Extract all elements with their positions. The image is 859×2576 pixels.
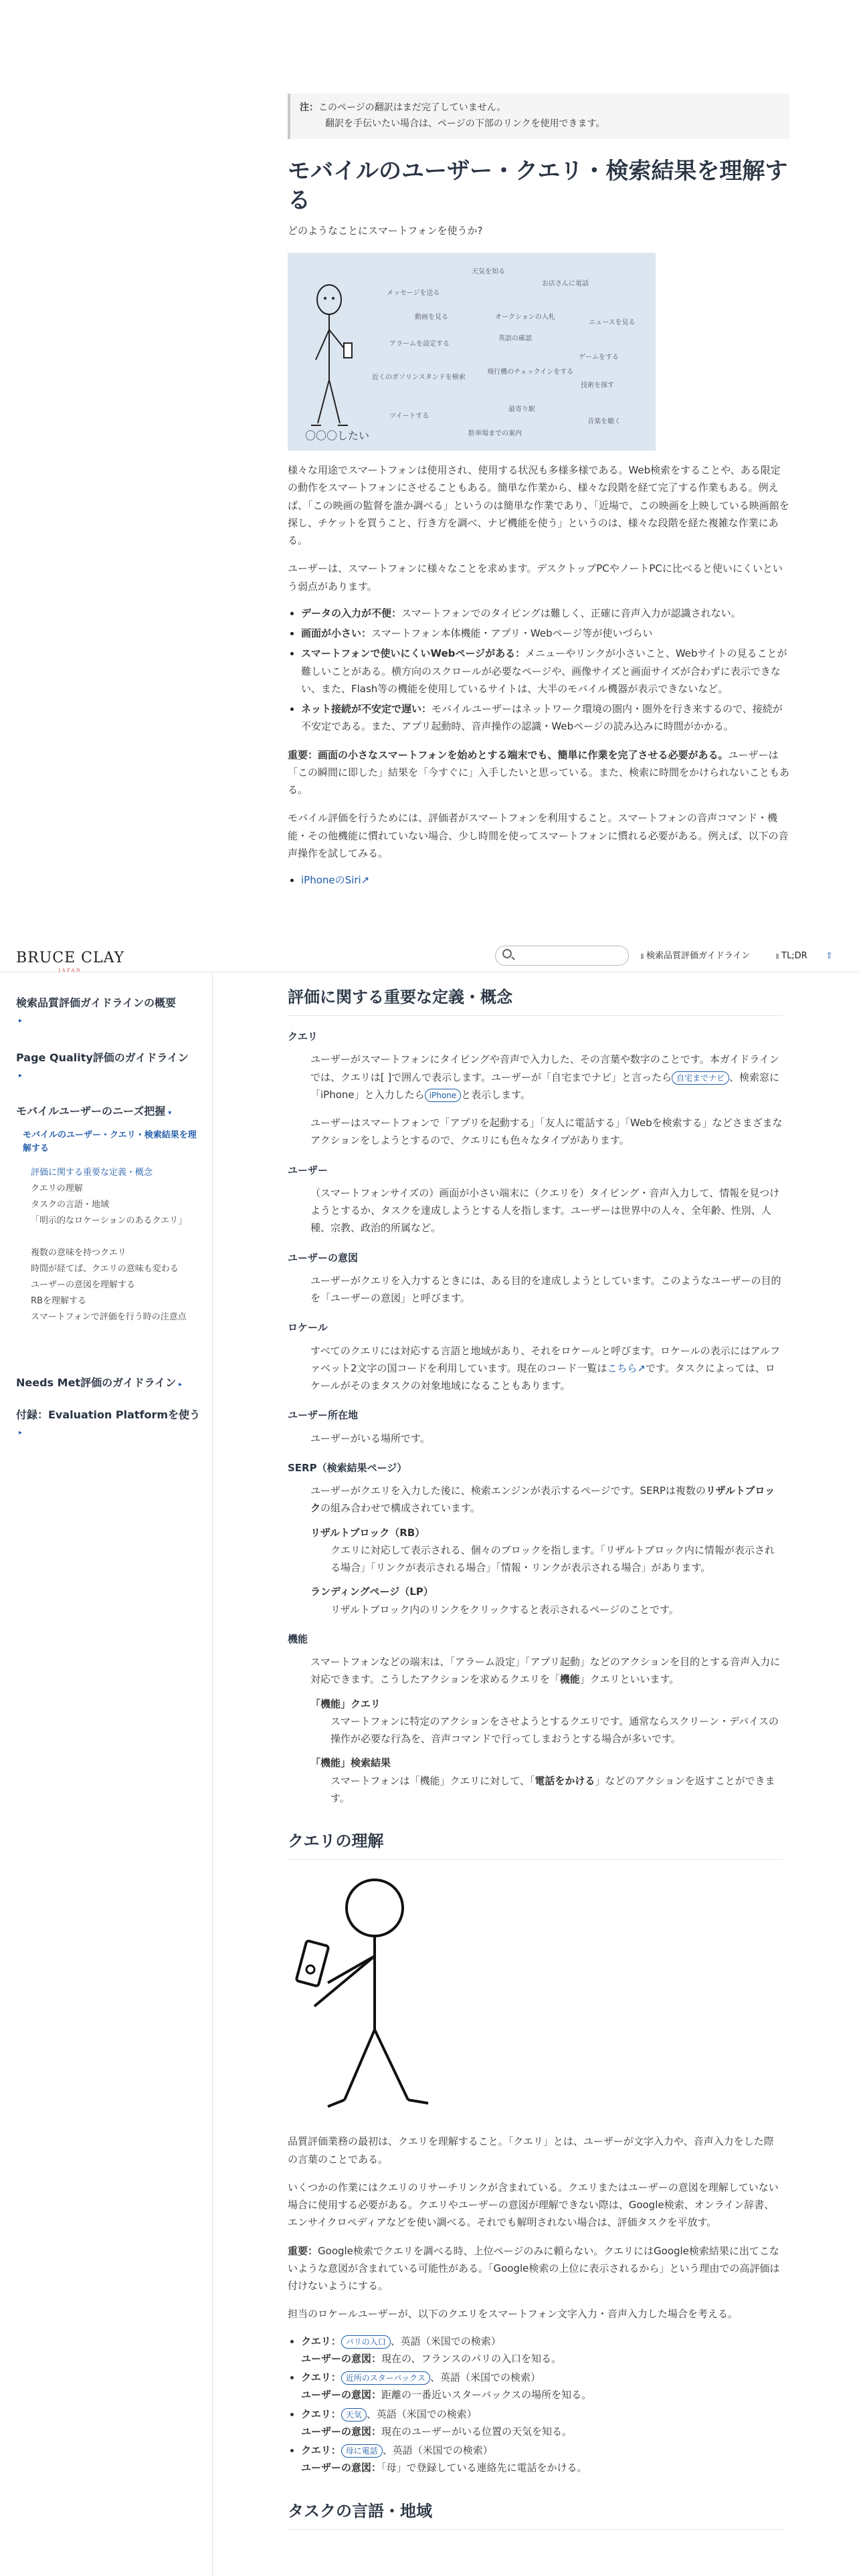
- sidebar-section-overview[interactable]: 検索品質評価ガイドラインの概要 ▸: [16, 996, 177, 1025]
- sidebar-item-multiple-meanings[interactable]: 複数の意味を持つクエリ: [31, 1248, 126, 1258]
- list-item: • ネット接続が不安定で遅い：モバイルユーザーはネットワーク環境の圏内・圏外を行き来するので、接続が不安定である。また、アプリ起動時、音声操作の認識・Webページの読み込みに時間がかかる。: [301, 700, 789, 736]
- term-intent: ユーザーの意図: [288, 1251, 359, 1264]
- sidebar-item-mobile-queries[interactable]: モバイルのユーザー・クエリ・検索結果を理解する: [23, 1130, 197, 1154]
- sidebar-item-smartphone-notes[interactable]: スマートフォンで評価を行う時の注意点: [31, 1312, 187, 1322]
- site-logo[interactable]: BRUCE CLAY JAPAN: [16, 950, 125, 973]
- query-example-list: [288, 2333, 783, 2477]
- intro-paragraph: ユーザーは、スマートフォンに様々なことを求めます。デスクトップPCやノートPCに比べると使いにくいという弱点があります。: [288, 562, 783, 593]
- intro-paragraph: 様々な用途でスマートフォンは使用され、使用する状況も多様多様である。Web検索をすることや、ある限定の動作をスマートフォンにさせることもある。簡単な作業から、様々な段階を経て完了する作業もある。例えば、「この映画の監督を誰か調べる」というのは簡単な作業であり、「近場で、この映画を上映している映画館を探し、チケットを買うこと、行き方を調べ、ナビ機能を使う」というのは、様々な段階を経た複雑な作業にある。: [288, 464, 789, 547]
- search-input[interactable]: [495, 946, 629, 966]
- query-pill: 天気: [341, 2408, 367, 2422]
- sidebar-item-time-changes[interactable]: 時間が経てば、クエリの意味も変わる: [31, 1264, 179, 1274]
- illus-tag: お店さんに電話: [542, 280, 589, 288]
- query-pill: 近所のスターバックス: [341, 2371, 430, 2385]
- term-user: ユーザー: [288, 1164, 328, 1176]
- illus-tag: ゲームをする: [579, 354, 619, 362]
- note-label: 注：: [300, 102, 318, 113]
- important-paragraph: 重要：画面の小さなスマートフォンを始めとする端末でも、簡単に作業を完了させる必要がある。ユーザーは「この瞬間に即した」結果を「今すぐに」入手したいと思っている。また、検索に時間をかけられないこともある。: [288, 748, 790, 796]
- definition-rb: クエリに対応して表示される、個々のブロックを指します。「リザルトブロック内に情報が表示される場合」「リンクが表示される場合」「情報・リンクが表示される場合」があります。: [330, 1543, 775, 1574]
- definition-user-location: ユーザーがいる場所です。: [310, 1432, 430, 1444]
- definition-function: スマートフォンなどの端末は、「アラーム設定」「アプリ起動」などのアクションを目的とする音声入力に対応できます。こうしたアクションを求めるクエリを「機能」クエリといいます。: [310, 1656, 781, 1686]
- illus-tag: ツイートする: [389, 413, 430, 421]
- illus-tag: 英語の確認: [498, 335, 532, 343]
- list-item: • クエリ： パリの入口 、英語（米国での検索） ユーザーの意図：現在の、フランスのパリの入口を知る。: [301, 2333, 783, 2368]
- sidebar-item-rb[interactable]: RBを理解する: [31, 1296, 86, 1306]
- nav-tldr[interactable]: TL;DR: [776, 949, 807, 964]
- list-item: • クエリ： 母に電話 、英語（米国での検索） ユーザーの意図：「母」で登録している連絡先に電話をかける。: [301, 2442, 783, 2477]
- nav-guidelines[interactable]: 検索品質評価ガイドライン: [641, 949, 750, 964]
- translation-note: [288, 94, 789, 139]
- list-item: • スマートフォンで使いにくいWebページがある：メニューやリンクが小さいこと、Webサイトの見ることが難しいことがある。横方向のスクロールが必要なページや、画像サイズと画面サイズが合わずに表示できない、また、Flash等の機能を使用しているサイトは、大半のモバイル機器が表示できないなど。: [301, 645, 789, 697]
- sidebar-item-locale[interactable]: タスクの言語・地域: [31, 1200, 110, 1210]
- function-subdefinitions: [288, 1695, 783, 1808]
- sidebar-item-definitions[interactable]: 評価に関する重要な定義・概念: [31, 1168, 153, 1178]
- term-locale: ロケール: [288, 1321, 328, 1334]
- page-title: モバイルのユーザー・クエリ・検索結果を理解する: [288, 157, 788, 214]
- term-serp: SERP（検索結果ページ）: [288, 1461, 407, 1474]
- chevron-down-icon: ▾: [168, 1109, 172, 1117]
- illus-tag: ニュースを見る: [589, 319, 636, 327]
- illus-tag: 動画を見る: [415, 314, 448, 322]
- chevron-right-icon: ▸: [19, 1072, 23, 1079]
- menu-marker-icon: [776, 954, 779, 959]
- illus-tag: 天気を知る: [472, 268, 505, 276]
- main-content: [288, 983, 783, 2530]
- definition-lp: リザルトブロック内のリンクをクリックすると表示されるページのことです。: [330, 1603, 679, 1616]
- intro-paragraph: モバイル評価を行うためには、評価者がスマートフォンを利用すること。スマートフォンの音声コマンド・機能・その他機能に慣れていない場合、少し時間を使ってスマートフォンに慣れる必要がある。例えば、以下の音声操作を試してみる。: [288, 812, 789, 859]
- definition-function-query: スマートフォンに特定のアクションをさせようとするクエリです。通常ならスクリーン・デバイスの操作が必要な行為を、音声コマンドで行ってしまおうとする場合が多いです。: [330, 1715, 779, 1745]
- external-link-icon: ↗: [361, 874, 370, 887]
- term-function-query: 「機能」クエリ: [310, 1697, 381, 1710]
- sidebar: [0, 972, 213, 2576]
- query-pill: iPhone: [425, 1089, 462, 1102]
- chevron-right-icon: ▸: [179, 1381, 183, 1388]
- site-header: [0, 939, 859, 972]
- body-paragraph: いくつかの作業にはクエリのリサーチリンクが含まれている。クエリまたはユーザーの意図を理解していない場合に使用する必要がある。クエリやユーザーの意図が理解できない際は、Google検索、オンライン辞書、エンサイクロペディアなどを使い調べる。それでも解明されない場合は、評価タスクを平放す。: [288, 2181, 779, 2229]
- illus-tag: 駐車場までの案内: [468, 430, 522, 438]
- sidebar-item-explicit-location[interactable]: 「明示的なロケーションのあるクエリ」: [31, 1216, 187, 1226]
- sidebar-section-needs-met[interactable]: Needs Met評価のガイドライン ▸: [16, 1376, 183, 1389]
- list-item: • データの入力が不便：スマートフォンでのタイピングは難しく、正確に音声入力が認識されない。: [301, 605, 789, 622]
- illus-tag: 技術を探す: [581, 382, 614, 390]
- sidebar-section-appendix[interactable]: 付録：Evaluation Platformを使う▸: [16, 1408, 201, 1436]
- term-function-result: 「機能」検索結果: [310, 1757, 391, 1769]
- note-line1: このページの翻訳はまだ完了していません。: [318, 102, 506, 113]
- definition-intent: ユーザーがクエリを入力するときには、ある目的を達成しようとしています。このようなユーザーの目的を「ユーザーの意図」と呼びます。: [310, 1274, 781, 1304]
- illus-tag: メッセージを送る: [387, 290, 440, 298]
- illus-tag: 飛行機のチェックインをする: [487, 368, 574, 377]
- section-heading-query-understanding: クエリの理解: [288, 1827, 783, 1860]
- note-line2: 翻訳を手伝いたい場合は、ページの下部のリンクを使用できます。: [325, 118, 605, 129]
- definition-query: ユーザーがスマートフォンにタイピングや音声で入力した、その言葉や数字のことです。本ガイドラインでは、クエリは[ ]で囲んで表示します。ユーザーが「自宅までナビ」と言ったら 自宅までナビ 、検索窓に「iPhone」と入力したら iPhone と表示します。 ユーザーはスマートフォンで「アプリを起動する」「友人に電話する」「Webを検索する」などさまざまなアクションをしようとするので、クエリにも色々なタイプがあります。: [310, 1053, 783, 1147]
- query-pill: 母に電話: [341, 2444, 383, 2458]
- voice-list: [288, 871, 789, 889]
- term-lp: ランディングページ（LP）: [310, 1586, 434, 1598]
- nav-top-button[interactable]: ⇧: [826, 951, 833, 961]
- chevron-right-icon: ▸: [19, 1017, 23, 1025]
- stick-figure-small-icon: [301, 280, 361, 440]
- page-subtitle: どのようなことにスマートフォンを使うか?: [288, 224, 483, 237]
- illus-tag: 音楽を聴く: [587, 418, 621, 426]
- body-paragraph: 担当のロケールユーザーが、以下のクエリをスマートフォン文字入力・音声入力した場合を考える。: [288, 2308, 738, 2321]
- stick-figure-phone-icon: [288, 1876, 442, 2117]
- locale-code-link[interactable]: こちら: [607, 1362, 638, 1374]
- siri-link[interactable]: iPhoneのSiri: [301, 874, 361, 887]
- definition-serp: ユーザーがクエリを入力した後に、検索エンジンが表示するページです。SERPは複数のリザルトブロックの組み合わせで構成されています。: [310, 1485, 775, 1515]
- section-heading-definitions: 評価に関する重要な定義・概念: [288, 983, 783, 1016]
- external-link-icon: ↗: [637, 1362, 646, 1374]
- illus-tag: アラームを設定する: [389, 340, 450, 348]
- illus-tag: 最寄り駅: [508, 406, 535, 414]
- intro-section: [288, 94, 789, 889]
- query-pill: 自宅までナビ: [672, 1071, 729, 1085]
- weakness-list: [288, 605, 789, 736]
- sidebar-item-user-intent[interactable]: ユーザーの意図を理解する: [31, 1280, 136, 1290]
- illus-tag: オークションの入札: [495, 314, 555, 322]
- sidebar-section-page-quality[interactable]: Page Quality評価のガイドライン ▸: [16, 1051, 189, 1079]
- list-item: • クエリ： 天気 、英語（米国での検索） ユーザーの意図：現在のユーザーがいる位置の天気を知る。: [301, 2405, 783, 2441]
- body-paragraph: 品質評価業務の最初は、クエリを理解すること。「クエリ」とは、ユーザーが文字入力や、音声入力をした際の言葉のことである。: [288, 2135, 774, 2165]
- sidebar-section-mobile[interactable]: モバイルユーザーのニーズ把握 ▾: [16, 1105, 172, 1117]
- definition-function-result: スマートフォンは「機能」クエリに対して、「電話をかける」などのアクションを返すことができます。: [330, 1774, 775, 1804]
- illus-caption: 〇〇〇したい: [305, 429, 370, 443]
- definition-user: （スマートフォンサイズの）画面が小さい端末に（クエリを）タイピング・音声入力して、情報を見つけようとするか、タスクを達成しようとする人を指します。ユーザーは世界中の人々、全年齢、性別、人種、宗教、政治的所属など。: [310, 1186, 780, 1235]
- list-item: [301, 871, 789, 889]
- definition-locale: すべてのクエリには対応する言語と地域があり、それをロケールと呼びます。ロケールの表示にはアルファベット2文字の国コードを利用しています。現在のコード一覧はこちら↗です。タスクによっては、ロケールがそのまタスクの対象地域になることもあります。: [310, 1344, 781, 1392]
- term-rb: リザルトブロック（RB）: [310, 1526, 425, 1539]
- important-paragraph: 重要：Google検索でクエリを調べる時、上位ページのみに頼らない。クエリにはGoogle検索結果に出てこないような意図が含まれている可能性がある。「Google検索の上位に表示されるから」という理由での高評価は付けないようにする。: [288, 2244, 780, 2292]
- list-item: • 画面が小さい：スマートフォン本体機能・アプリ・Webページ等が使いづらい: [301, 625, 789, 642]
- term-user-location: ユーザー所在地: [288, 1409, 359, 1422]
- serp-subdefinitions: [288, 1524, 783, 1618]
- term-query: クエリ: [288, 1031, 318, 1043]
- illus-tag: 近くのガソリンスタンドを検索: [372, 374, 466, 382]
- smartphone-uses-illustration: [288, 253, 656, 451]
- term-function: 機能: [288, 1632, 308, 1645]
- list-item: • クエリ： 近所のスターバックス 、英語（米国での検索） ユーザーの意図：距離の一番近いスターバックスの場所を知る。: [301, 2369, 783, 2404]
- chevron-right-icon: ▸: [19, 1429, 23, 1436]
- sidebar-item-query-understanding[interactable]: クエリの理解: [31, 1184, 83, 1194]
- menu-marker-icon: [641, 954, 644, 959]
- query-pill: パリの入口: [341, 2335, 391, 2349]
- search-icon: [502, 949, 512, 958]
- section-heading-locale: タスクの言語・地域: [288, 2497, 783, 2530]
